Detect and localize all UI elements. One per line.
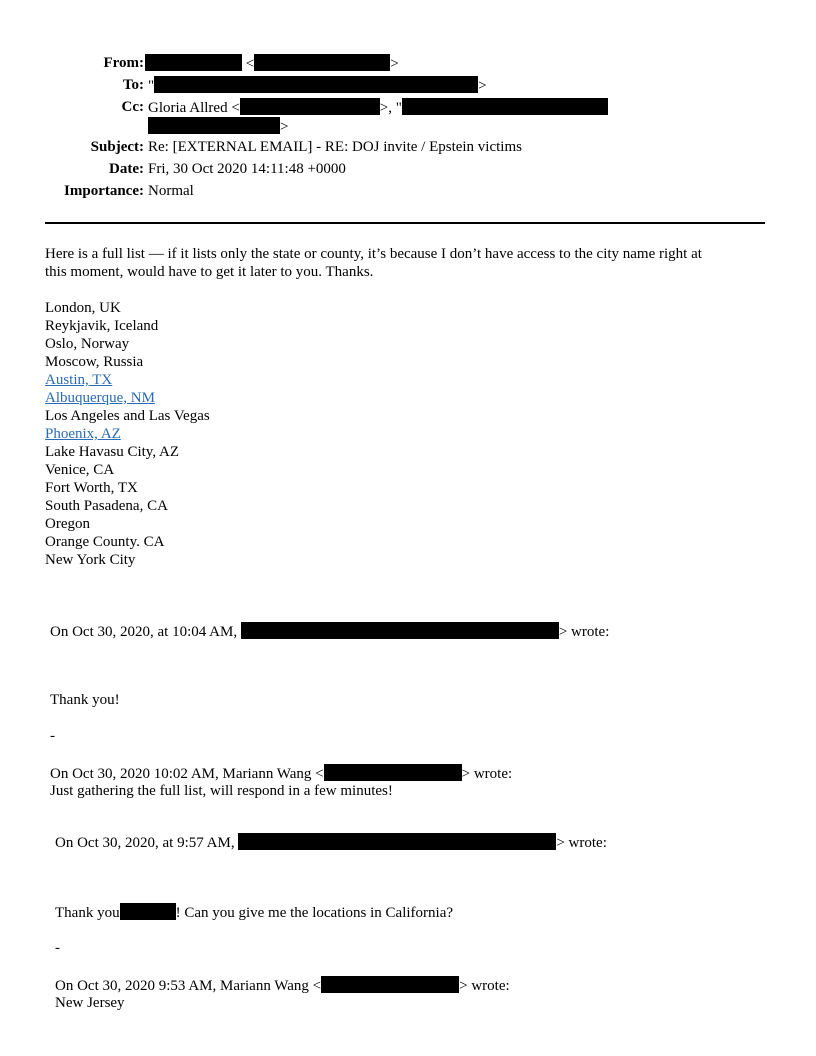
quote-body-3 [55, 903, 453, 922]
quote-mark: " [148, 78, 155, 94]
redaction-block [148, 117, 280, 134]
intro-line-1: Here is a full list — if it lists only the state or county, it’s because I don’t have access to the city name right at [45, 246, 702, 262]
list-item: Lake Havasu City, AZ [45, 444, 179, 460]
quote-header-4 [55, 976, 510, 995]
date-label: Date: [109, 161, 144, 177]
location-link[interactable]: Phoenix, AZ [45, 426, 121, 442]
list-item: Los Angeles and Las Vegas [45, 408, 210, 424]
list-item: Oregon [45, 516, 90, 532]
quote-header-2 [50, 764, 512, 783]
intro-line-2: this moment, would have to get it later to you. Thanks. [45, 264, 374, 280]
quote-header-1 [50, 622, 609, 641]
thank-text: Thank you [55, 905, 120, 921]
wrote-text: > wrote: [459, 978, 510, 994]
from-value [145, 54, 399, 73]
wrote-text: > wrote: [556, 835, 607, 851]
redaction-block [254, 54, 390, 71]
redaction-block [145, 54, 242, 71]
list-item: London, UK [45, 300, 121, 316]
angle-close: > [280, 119, 289, 135]
quote-attribution: On Oct 30, 2020, at 10:04 AM, [50, 624, 238, 640]
redaction-block [240, 98, 380, 115]
signature-dash: - [50, 728, 55, 744]
cc-separator: >, " [379, 100, 402, 116]
angle-close: > [390, 56, 399, 72]
question-text: ! Can you give me the locations in California? [175, 905, 454, 921]
list-item: Venice, CA [45, 462, 115, 478]
quote-body-2: Just gathering the full list, will respond in a few minutes! [50, 783, 393, 799]
redaction-block [120, 903, 176, 920]
list-item: Fort Worth, TX [45, 480, 138, 496]
redaction-block [238, 833, 556, 850]
header-divider [45, 222, 765, 224]
subject-label: Subject: [90, 139, 144, 155]
list-item: South Pasadena, CA [45, 498, 168, 514]
cc-label: Cc: [121, 99, 144, 115]
location-link[interactable]: Albuquerque, NM [45, 390, 155, 406]
signature-dash: - [55, 940, 60, 956]
quote-header-3 [55, 833, 607, 852]
subject-value: Re: [EXTERNAL EMAIL] - RE: DOJ invite / Epstein victims [148, 139, 522, 155]
list-item: New York City [45, 552, 136, 568]
redaction-block [402, 98, 608, 115]
redaction-block [241, 622, 559, 639]
date-value: Fri, 30 Oct 2020 14:11:48 +0000 [148, 161, 346, 177]
cc-value-line1 [148, 98, 608, 117]
importance-value: Normal [148, 183, 194, 199]
location-list [45, 299, 210, 569]
redaction-block [321, 976, 459, 993]
wrote-text: > wrote: [558, 624, 610, 640]
quote-attribution: On Oct 30, 2020, at 9:57 AM, [55, 835, 235, 851]
redaction-block [324, 764, 462, 781]
quote-body-1: Thank you! [50, 692, 120, 708]
cc-name: Gloria Allred < [148, 100, 240, 116]
quote-attribution: On Oct 30, 2020 10:02 AM, Mariann Wang < [50, 766, 324, 782]
to-label: To: [122, 77, 144, 93]
quote-body-4: New Jersey [55, 995, 125, 1011]
list-item: Orange County. CA [45, 534, 165, 550]
wrote-text: > wrote: [461, 766, 513, 782]
to-value [148, 76, 487, 95]
list-item: Oslo, Norway [45, 336, 130, 352]
location-link[interactable]: Austin, TX [45, 372, 113, 388]
list-item: Reykjavik, Iceland [45, 318, 159, 334]
angle-close: > [478, 78, 487, 94]
angle-open: < [245, 56, 255, 72]
importance-label: Importance: [64, 183, 144, 199]
cc-value-line2 [148, 117, 288, 136]
redaction-block [154, 76, 478, 93]
quote-attribution: On Oct 30, 2020 9:53 AM, Mariann Wang < [55, 978, 322, 994]
from-label: From: [103, 55, 144, 71]
list-item: Moscow, Russia [45, 354, 144, 370]
